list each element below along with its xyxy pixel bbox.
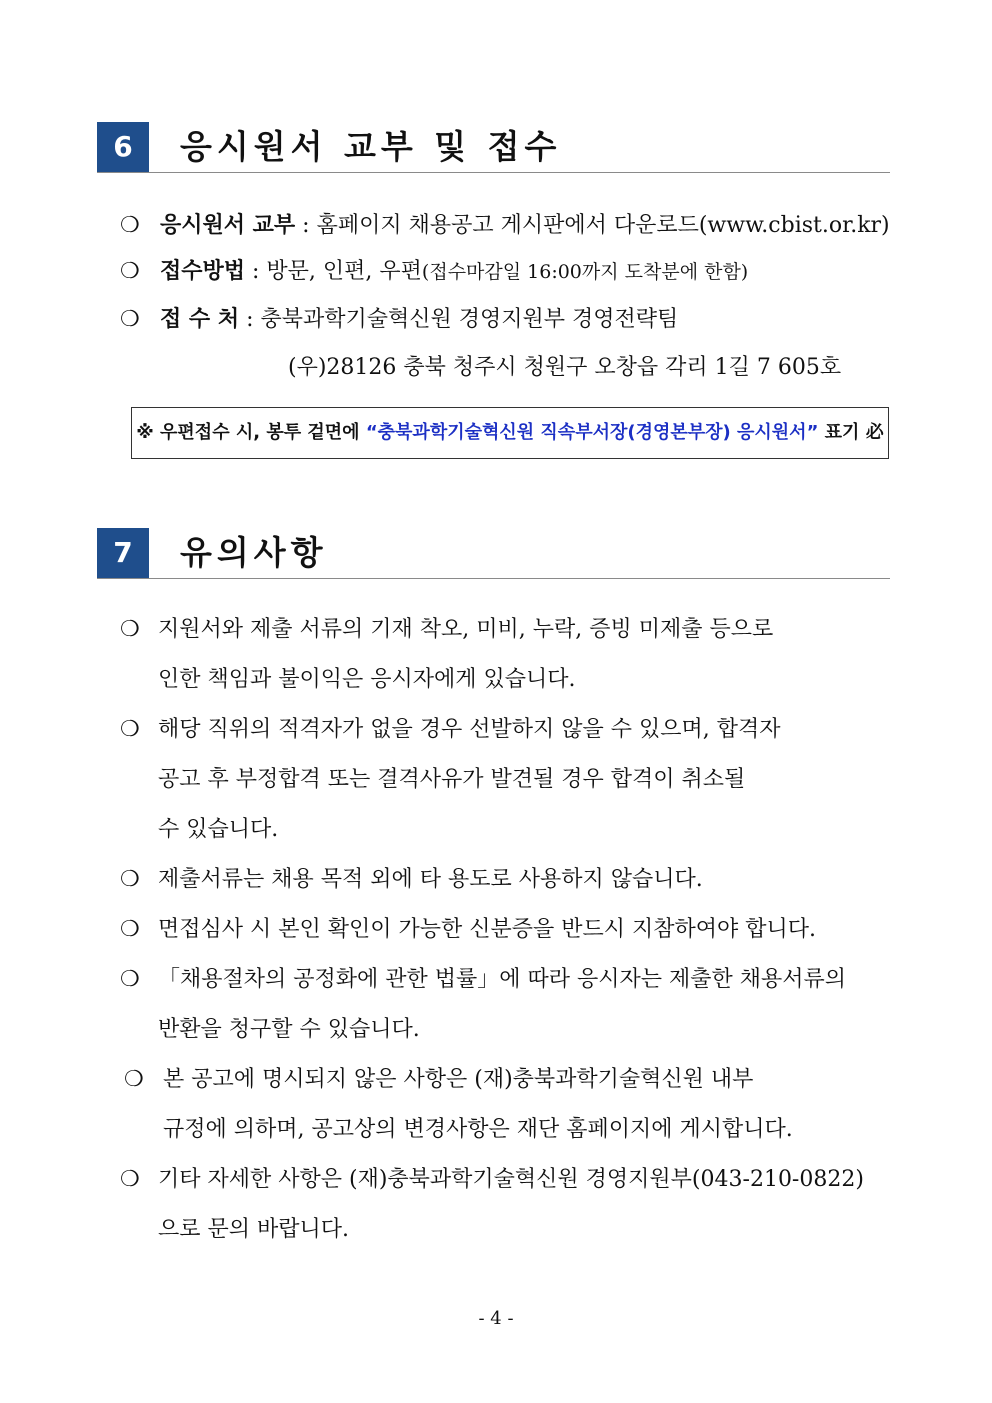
bullet-icon: ❍ xyxy=(120,967,140,992)
section-7-header xyxy=(97,528,890,579)
notice-line: 제출서류는 채용 목적 외에 타 용도로 사용하지 않습니다. xyxy=(158,867,703,892)
postal-notice-box: ※ 우편접수 시, 봉투 겉면에 “충북과학기술혁신원 직속부서장(경영본부장) 응시원서” 표기 必 xyxy=(131,407,889,459)
notice-line: 지원서와 제출 서류의 기재 착오, 미비, 누락, 증빙 미제출 등으로 xyxy=(158,617,774,642)
bullet-icon: ❍ xyxy=(120,617,140,642)
notice-line: 인한 책임과 불이익은 응시자에게 있습니다. xyxy=(158,667,576,692)
item-text: 충북과학기술혁신원 경영지원부 경영전략팀 xyxy=(260,307,679,332)
section-6-number: 6 xyxy=(97,122,149,172)
notice-line: 「채용절차의 공정화에 관한 법률」에 따라 응시자는 제출한 채용서류의 xyxy=(158,967,847,992)
bullet-icon: ❍ xyxy=(124,1067,144,1092)
bullet-icon: ❍ xyxy=(120,259,140,284)
notice-line: 공고 후 부정합격 또는 결격사유가 발견될 경우 합격이 취소될 xyxy=(158,767,746,792)
item-note: (접수마감일 16:00까지 도착분에 한함) xyxy=(421,261,749,283)
section-7-number: 7 xyxy=(97,528,149,578)
bullet-icon: ❍ xyxy=(120,1167,140,1192)
notice-line: 으로 문의 바랍니다. xyxy=(158,1217,349,1242)
notice-line: 면접심사 시 본인 확인이 가능한 신분증을 반드시 지참하여야 합니다. xyxy=(158,917,816,942)
notice-line: 규정에 의하며, 공고상의 변경사항은 재단 홈페이지에 게시합니다. xyxy=(163,1117,793,1142)
notice-highlight: “충북과학기술혁신원 직속부서장(경영본부장) 응시원서” xyxy=(365,422,819,443)
notice-line: 기타 자세한 사항은 (재)충북과학기술혁신원 경영지원부(043-210-0822) xyxy=(158,1167,864,1192)
page-number: - 4 - xyxy=(478,1308,514,1329)
bullet-icon: ❍ xyxy=(120,307,140,332)
item-application-form: 응시원서 교부 : 홈페이지 채용공고 게시판에서 다운로드(www.cbist.or.kr) xyxy=(160,213,890,238)
notice-line: 반환을 청구할 수 있습니다. xyxy=(158,1017,420,1042)
bullet-icon: ❍ xyxy=(120,867,140,892)
bullet-icon: ❍ xyxy=(120,213,140,238)
item-label: 접수방법 xyxy=(160,259,246,284)
section-7-title: 유의사항 xyxy=(180,533,328,572)
item-address: (우)28126 충북 청주시 청원구 오창읍 각리 1길 7 605호 xyxy=(288,355,842,380)
notice-line: 본 공고에 명시되지 않은 사항은 (재)충북과학기술혁신원 내부 xyxy=(163,1067,754,1092)
section-6-header xyxy=(97,122,890,173)
notice-line: 해당 직위의 적격자가 없을 경우 선발하지 않을 수 있으며, 합격자 xyxy=(158,717,781,742)
bullet-icon: ❍ xyxy=(120,717,140,742)
item-label: 응시원서 교부 xyxy=(160,213,296,238)
item-text: 홈페이지 채용공고 게시판에서 다운로드(www.cbist.or.kr) xyxy=(316,213,890,238)
notice-line: 수 있습니다. xyxy=(158,817,279,842)
bullet-icon: ❍ xyxy=(120,917,140,942)
item-submission-method: 접수방법 : 방문, 인편, 우편(접수마감일 16:00까지 도착분에 한함) xyxy=(160,259,749,284)
item-label: 접 수 처 xyxy=(160,307,240,332)
item-submission-place: 접 수 처 : 충북과학기술혁신원 경영지원부 경영전략팀 xyxy=(160,307,679,332)
item-text: 방문, 인편, 우편 xyxy=(266,259,422,284)
section-6-title: 응시원서 교부 및 접수 xyxy=(180,127,562,166)
